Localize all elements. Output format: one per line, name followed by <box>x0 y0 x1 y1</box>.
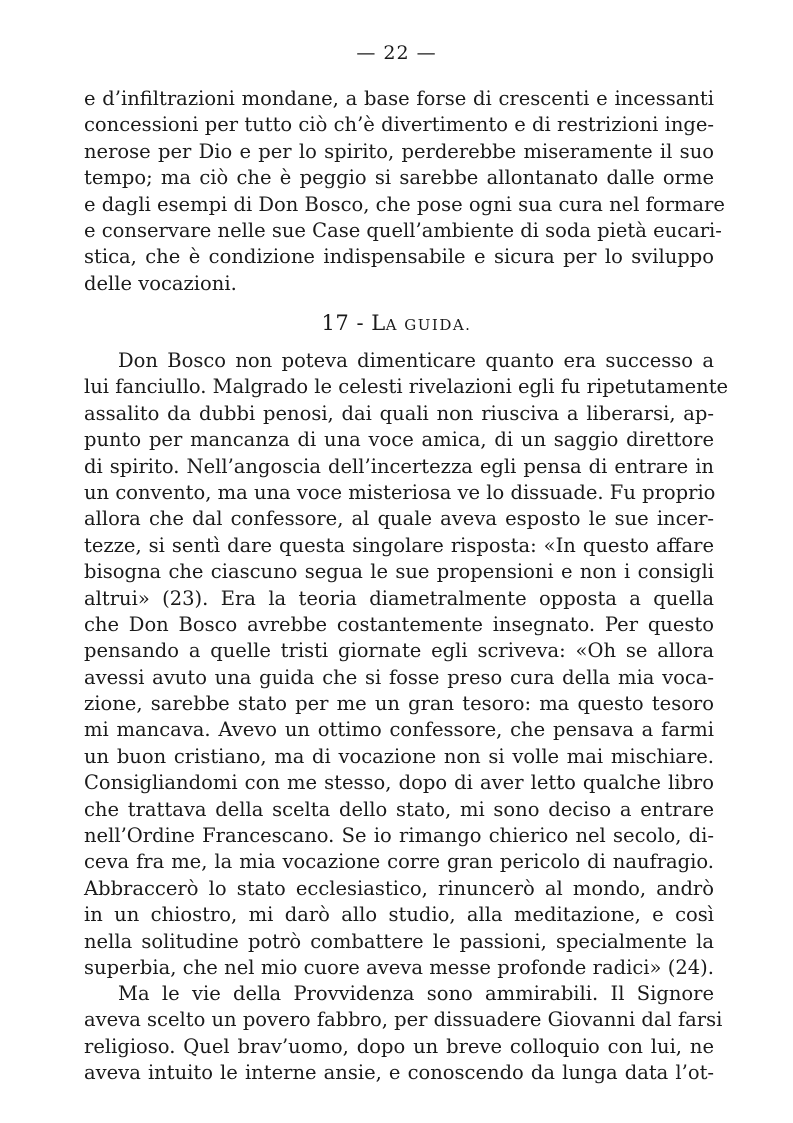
text-line: Consigliandomi con me stesso, dopo di aver letto qualche libro <box>84 771 714 795</box>
text-line: concessioni per tutto ciò ch’è divertimento e di restrizioni inge- <box>84 113 714 137</box>
text-line: nella solitudine potrò combattere le passioni, specialmente la <box>84 929 714 953</box>
text-line: ceva fra me, la mia vocazione corre gran pericolo di naufragio. <box>84 850 714 874</box>
text-line: zione, sarebbe stato per me un gran tesoro: ma questo tesoro <box>84 692 714 716</box>
text-line: che trattava della scelta dello stato, mi sono deciso a entrare <box>84 797 714 821</box>
text-line: aveva scelto un povero fabbro, per dissuadere Giovanni dal farsi <box>84 1008 723 1032</box>
text-line: di spirito. Nell’angoscia dell’incertezza egli pensa di entrare in <box>84 454 714 478</box>
text-line: un buon cristiano, ma di vocazione non si volle mai mischiare. <box>84 744 714 768</box>
text-line: punto per mancanza di una voce amica, di un saggio direttore <box>84 428 714 452</box>
text-line: pensando a quelle tristi giornate egli scriveva: «Oh se allora <box>84 639 714 663</box>
paragraph-1 <box>84 86 725 297</box>
text-line: religioso. Quel brav’uomo, dopo un breve colloquio con lui, ne <box>84 1034 714 1058</box>
text-line: allora che dal confessore, al quale aveva esposto le sue incer- <box>84 507 714 531</box>
text-line: Abbraccerò lo stato ecclesiastico, rinuncerò al mondo, andrò <box>84 876 714 900</box>
section-title-rest: A GUIDA. <box>385 316 472 334</box>
text-line: aveva intuito le interne ansie, e conoscendo da lunga data l’ot- <box>84 1061 714 1085</box>
page-number: — 22 — <box>356 42 437 64</box>
section-number: 17 - <box>321 311 372 335</box>
text-line: altrui» (23). Era la teoria diametralmente opposta a quella <box>84 586 714 610</box>
text-line: nell’Ordine Francescano. Se io rimango chierico nel secolo, di- <box>84 824 714 848</box>
text-line: e d’infiltrazioni mondane, a base forse di crescenti e incessanti <box>84 87 714 110</box>
text-line: Don Bosco non poteva dimenticare quanto era successo a <box>118 349 714 372</box>
text-line: assalito da dubbi penosi, dai quali non riusciva a liberarsi, ap- <box>84 401 714 425</box>
text-line: Ma le vie della Provvidenza sono ammirabili. Il Signore <box>118 982 714 1005</box>
text-line: un convento, ma una voce misteriosa ve lo dissuade. Fu proprio <box>84 480 716 504</box>
text-line: che Don Bosco avrebbe costantemente insegnato. Per questo <box>84 612 714 636</box>
paragraph-3 <box>84 981 723 1087</box>
text-line: in un chiostro, mi darò allo studio, alla meditazione, e così <box>84 903 714 927</box>
paragraph-2 <box>84 348 729 981</box>
text-line: bisogna che ciascuno segua le sue propensioni e non i consigli <box>84 560 714 584</box>
text-line: nerose per Dio e per lo spirito, perderebbe miseramente il suo <box>84 139 714 163</box>
text-line: delle vocazioni. <box>84 271 237 295</box>
text-line: tempo; ma ciò che è peggio si sarebbe allontanato dalle orme <box>84 166 714 190</box>
text-line: superbia, che nel mio cuore aveva messe profonde radici» (24). <box>84 955 714 979</box>
text-line: stica, che è condizione indispensabile e sicura per lo sviluppo <box>84 245 714 269</box>
text-line: mi mancava. Avevo un ottimo confessore, che pensava a farmi <box>84 718 714 742</box>
text-line: lui fanciullo. Malgrado le celesti rivelazioni egli fu ripetutamente <box>84 375 729 399</box>
text-line: e conservare nelle sue Case quell’ambiente di soda pietà eucari- <box>84 218 722 242</box>
text-line: e dagli esempi di Don Bosco, che pose ogni sua cura nel formare <box>84 192 725 216</box>
text-line: avessi avuto una guida che si fosse preso cura della mia voca- <box>84 665 714 689</box>
text-line: tezze, si sentì dare questa singolare risposta: «In questo affare <box>84 533 714 557</box>
section-title-initial: L <box>371 311 386 335</box>
section-heading <box>0 311 793 335</box>
